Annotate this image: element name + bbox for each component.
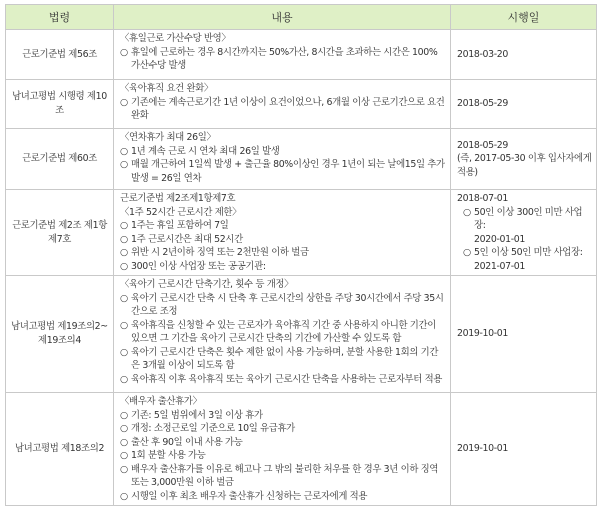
date-cell [451,30,597,80]
content-title: 〈육아휴직 요건 완화〉 [120,83,213,94]
content-cell [114,80,451,129]
law-cell: 근로기준법 제2조 제1항제7호 [6,190,114,276]
table-row [6,190,597,276]
bullet-item: ○ 1주 근로시간은 최대 52시간 [120,233,446,247]
content-title: 〈육아기 근로시간 단축기간, 횟수 등 개정〉 [120,279,294,290]
content-title: 〈연차휴가 최대 26일〉 [120,132,216,143]
header-content: 내용 [114,5,451,30]
date-item: ○ 5인 이상 50인 미만 사업장: [457,246,592,260]
bullet-item: ○ 1년 계속 근로 시 연차 최대 26일 발생 [120,145,446,159]
law-cell: 남녀고평법 제19조의2~제19조의4 [6,276,114,393]
table-row [6,30,597,80]
bullet-item: ○ 1주는 휴일 포함하여 7일 [120,219,446,233]
table-row [6,276,597,393]
law-changes-table [5,4,597,506]
bullet-item: ○ 1회 분할 사용 가능 [120,449,446,463]
bullet-item: ○ 매월 개근하여 1일씩 발생 + 출근율 80%이상인 경우 1년이 되는 날에15일 추가 발생 = 26일 연차 [120,158,446,185]
date-note: (즉, 2017-05-30 이후 입사자에게 적용) [457,153,592,178]
effective-date: 2018-07-01 [457,193,508,204]
law-cell: 남녀고평법 제18조의2 [6,393,114,506]
date-cell [451,393,597,506]
table-row [6,80,597,129]
header-date: 시행일 [451,5,597,30]
content-title: 〈휴일근로 가산수당 반영〉 [120,33,231,44]
content-intro: 근로기준법 제2조제1항제7호 [120,193,236,204]
bullet-item: ○ 기존: 5일 범위에서 3일 이상 휴가 [120,409,446,423]
bullet-item: ○ 휴일에 근로하는 경우 8시간까지는 50%가산, 8시간을 초과하는 시간은 100% 가산수당 발생 [120,46,446,73]
date-item-value: 2020-01-01 [474,233,525,245]
bullet-item: ○ 육아기 근로시간 단축 시 단축 후 근로시간의 상한을 주당 30시간에서 주당 35시간으로 조정 [120,292,446,319]
content-title: 〈배우자 출산휴가〉 [120,396,202,407]
table-row [6,129,597,190]
date-cell [451,129,597,190]
effective-date: 2018-03-20 [457,48,508,60]
effective-date: 2018-05-29 [457,139,508,151]
content-cell [114,276,451,393]
effective-date: 2019-10-01 [457,443,508,455]
date-cell [451,190,597,276]
content-title: 〈1주 52시간 근로시간 제한〉 [120,206,242,218]
bullet-item: ○ 위반 시 2년이하 징역 또는 2천만원 이하 벌금 [120,246,446,260]
bullet-item: ○ 300인 이상 사업장 또는 공공기관: [120,260,446,274]
law-cell: 남녀고평법 시행령 제10조 [6,80,114,129]
date-cell [451,80,597,129]
bullet-item: ○ 육아휴직을 신청할 수 있는 근로자가 육아휴직 기간 중 사용하지 아니한 기간이 있으면 그 기간을 육아기 근로시간 단축의 기간에 가산할 수 있도록 함 [120,319,446,346]
table-header-row [6,5,597,30]
law-cell: 근로기준법 제56조 [6,30,114,80]
content-cell [114,129,451,190]
content-cell [114,190,451,276]
effective-date: 2019-10-01 [457,328,508,340]
date-item: ○ 50인 이상 300인 미만 사업장: [457,206,592,233]
bullet-item: ○ 육아휴직 이후 육아휴직 또는 육아기 근로시간 단축을 사용하는 근로자부터 적용 [120,373,446,387]
bullet-item: ○ 배우자 출산휴가를 이유로 해고나 그 밖의 불리한 처우를 한 경우 3년 이하 징역 또는 3,000만원 이하 벌금 [120,463,446,490]
bullet-item: ○ 시행일 이후 최초 배우자 출산휴가 신청하는 근로자에게 적용 [120,490,446,504]
bullet-item: ○ 출산 후 90일 이내 사용 가능 [120,436,446,450]
bullet-item: ○ 육아기 근로시간 단축은 횟수 제한 없이 사용 가능하며, 분할 사용한 1회의 기간은 3개월 이상이 되도록 함 [120,346,446,373]
bullet-item: ○ 개정: 소정근로일 기준으로 10일 유급휴가 [120,422,446,436]
content-cell [114,393,451,506]
date-cell [451,276,597,393]
bullet-item: ○ 기존에는 계속근로기간 1년 이상이 요건이었으나, 6개월 이상 근로기간으로 요건 완화 [120,96,446,123]
content-cell [114,30,451,80]
header-law: 법령 [6,5,114,30]
table-row [6,393,597,506]
date-item-value: 2021-07-01 [474,260,525,272]
law-cell: 근로기준법 제60조 [6,129,114,190]
effective-date: 2018-05-29 [457,98,508,110]
